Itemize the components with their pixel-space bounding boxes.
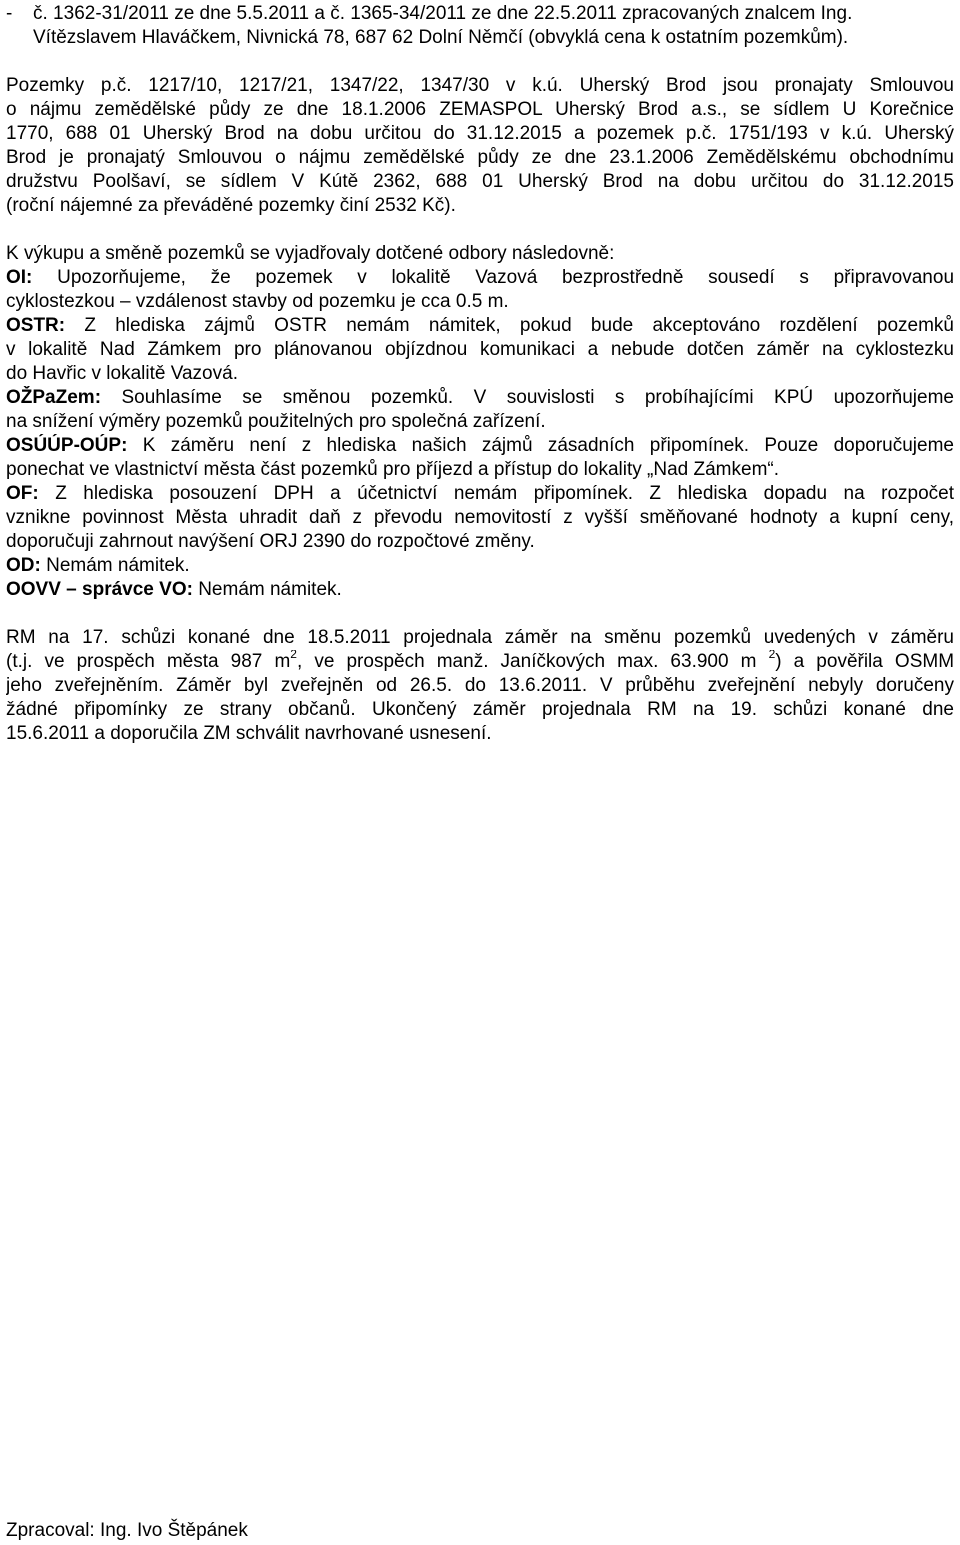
ozpazem-label: OŽPaZem:	[6, 387, 102, 408]
lease-line-5: družstvu Poolšaví, se sídlem V Kútě 2362, 688 01 Uherský Brod na dobu určitou do 31.12.2015	[6, 171, 954, 192]
bullet-line-1: č. 1362-31/2011 ze dne 5.5.2011 a č. 1365-34/2011 ze dne 22.5.2011 zpracovaných znalcem Ing.	[33, 3, 853, 24]
ostr-line-2: v lokalitě Nad Zámkem pro plánovanou objízdnou komunikaci a nebude dotčen záměr na cyklostezku	[6, 339, 954, 360]
ozpazem-line-1: OŽPaZem: Souhlasíme se směnou pozemků. V souvislosti s probíhajícími KPÚ upozorňujeme	[6, 387, 954, 408]
lease-line-3: 1770, 688 01 Uherský Brod na dobu určitou do 31.12.2015 a pozemek p.č. 1751/193 v k.ú. Uherský	[6, 123, 954, 144]
oovv-label: OOVV – správce VO:	[6, 579, 193, 600]
lease-line-1: Pozemky p.č. 1217/10, 1217/21, 1347/22, 1347/30 v k.ú. Uherský Brod jsou pronajaty Smlouvou	[6, 75, 954, 96]
superscript: 2	[290, 650, 297, 661]
osuup-label: OSÚÚP-OÚP:	[6, 435, 128, 456]
oovv-line: OOVV – správce VO: Nemám námitek.	[6, 579, 342, 600]
of-line-3: doporučuji zahrnout navýšení ORJ 2390 do rozpočtové změny.	[6, 531, 535, 552]
of-line-2: vznikne povinnost Města uhradit daň z převodu nemovitostí z vyšší směňované hodnoty a kupní ceny,	[6, 507, 954, 528]
oi-line-1: OI: Upozorňujeme, že pozemek v lokalitě Vazová bezprostředně sousedí s připravovanou	[6, 267, 954, 288]
ozpazem-line-2: na snížení výměry pozemků použitelných pro společná zařízení.	[6, 411, 546, 432]
department-opinions	[6, 242, 954, 602]
lease-line-6: (roční nájemné za převáděné pozemky činí 2532 Kč).	[6, 195, 456, 216]
valuation-bullet	[6, 0, 954, 50]
rm-line-5: 15.6.2011 a doporučila ZM schválit navrhované usnesení.	[6, 723, 492, 744]
rm-line-1: RM na 17. schůzi konané dne 18.5.2011 projednala záměr na směnu pozemků uvedených v záměru	[6, 627, 954, 648]
ostr-line-1: OSTR: Z hlediska zájmů OSTR nemám námitek, pokud bude akceptováno rozdělení pozemků	[6, 315, 954, 336]
lease-paragraph	[6, 74, 954, 218]
superscript: 2	[768, 650, 776, 661]
lease-line-2: o nájmu zemědělské půdy ze dne 18.1.2006 ZEMASPOL Uherský Brod a.s., se sídlem U Korečnice	[6, 99, 954, 120]
of-label: OF:	[6, 483, 39, 504]
od-line: OD: Nemám námitek.	[6, 555, 190, 576]
rm-line-4: žádné připomínky ze strany občanů. Ukončený záměr projednala RM na 19. schůzi konané dne	[6, 699, 954, 720]
prepared-by: Zpracoval: Ing. Ivo Štěpánek	[6, 1520, 248, 1541]
bullet-dash: -	[6, 3, 13, 24]
document-page	[6, 0, 954, 746]
rm-line-2: (t.j. ve prospěch města 987 $m^2$, ve prospěch manž. Janíčkových max. 63.900 m $^2$) a pověřila OSMM	[6, 650, 954, 674]
oi-line-2: cyklostezkou – vzdálenost stavby od pozemku je cca 0.5 m.	[6, 291, 509, 312]
opinions-intro: K výkupu a směně pozemků se vyjadřovaly dotčené odbory následovně:	[6, 243, 615, 264]
ostr-label: OSTR:	[6, 315, 66, 336]
bullet-line-2: Vítězslavem Hlaváčkem, Nivnická 78, 687 62 Dolní Němčí (obvyklá cena k ostatním pozemkům).	[33, 27, 849, 48]
council-paragraph	[6, 626, 954, 746]
lease-line-4: Brod je pronajatý Smlouvou o nájmu zemědělské půdy ze dne 23.1.2006 Zemědělskému obchodnímu	[6, 147, 954, 168]
of-line-1: OF: Z hlediska posouzení DPH a účetnictví nemám připomínek. Z hlediska dopadu na rozpočet	[6, 483, 954, 504]
osuup-line-2: ponechat ve vlastnictví města část pozemků pro příjezd a přístup do lokality „Nad Zámkem“.	[6, 459, 779, 480]
ostr-line-3: do Havřic v lokalitě Vazová.	[6, 363, 238, 384]
osuup-line-1: OSÚÚP-OÚP: K záměru není z hlediska našich zájmů zásadních připomínek. Pouze doporučujeme	[6, 435, 954, 456]
oi-label: OI:	[6, 267, 33, 288]
od-label: OD:	[6, 555, 41, 576]
rm-line-3: jeho zveřejněním. Záměr byl zveřejněn od 26.5. do 13.6.2011. V průběhu zveřejnění nebyly doručeny	[6, 675, 954, 696]
